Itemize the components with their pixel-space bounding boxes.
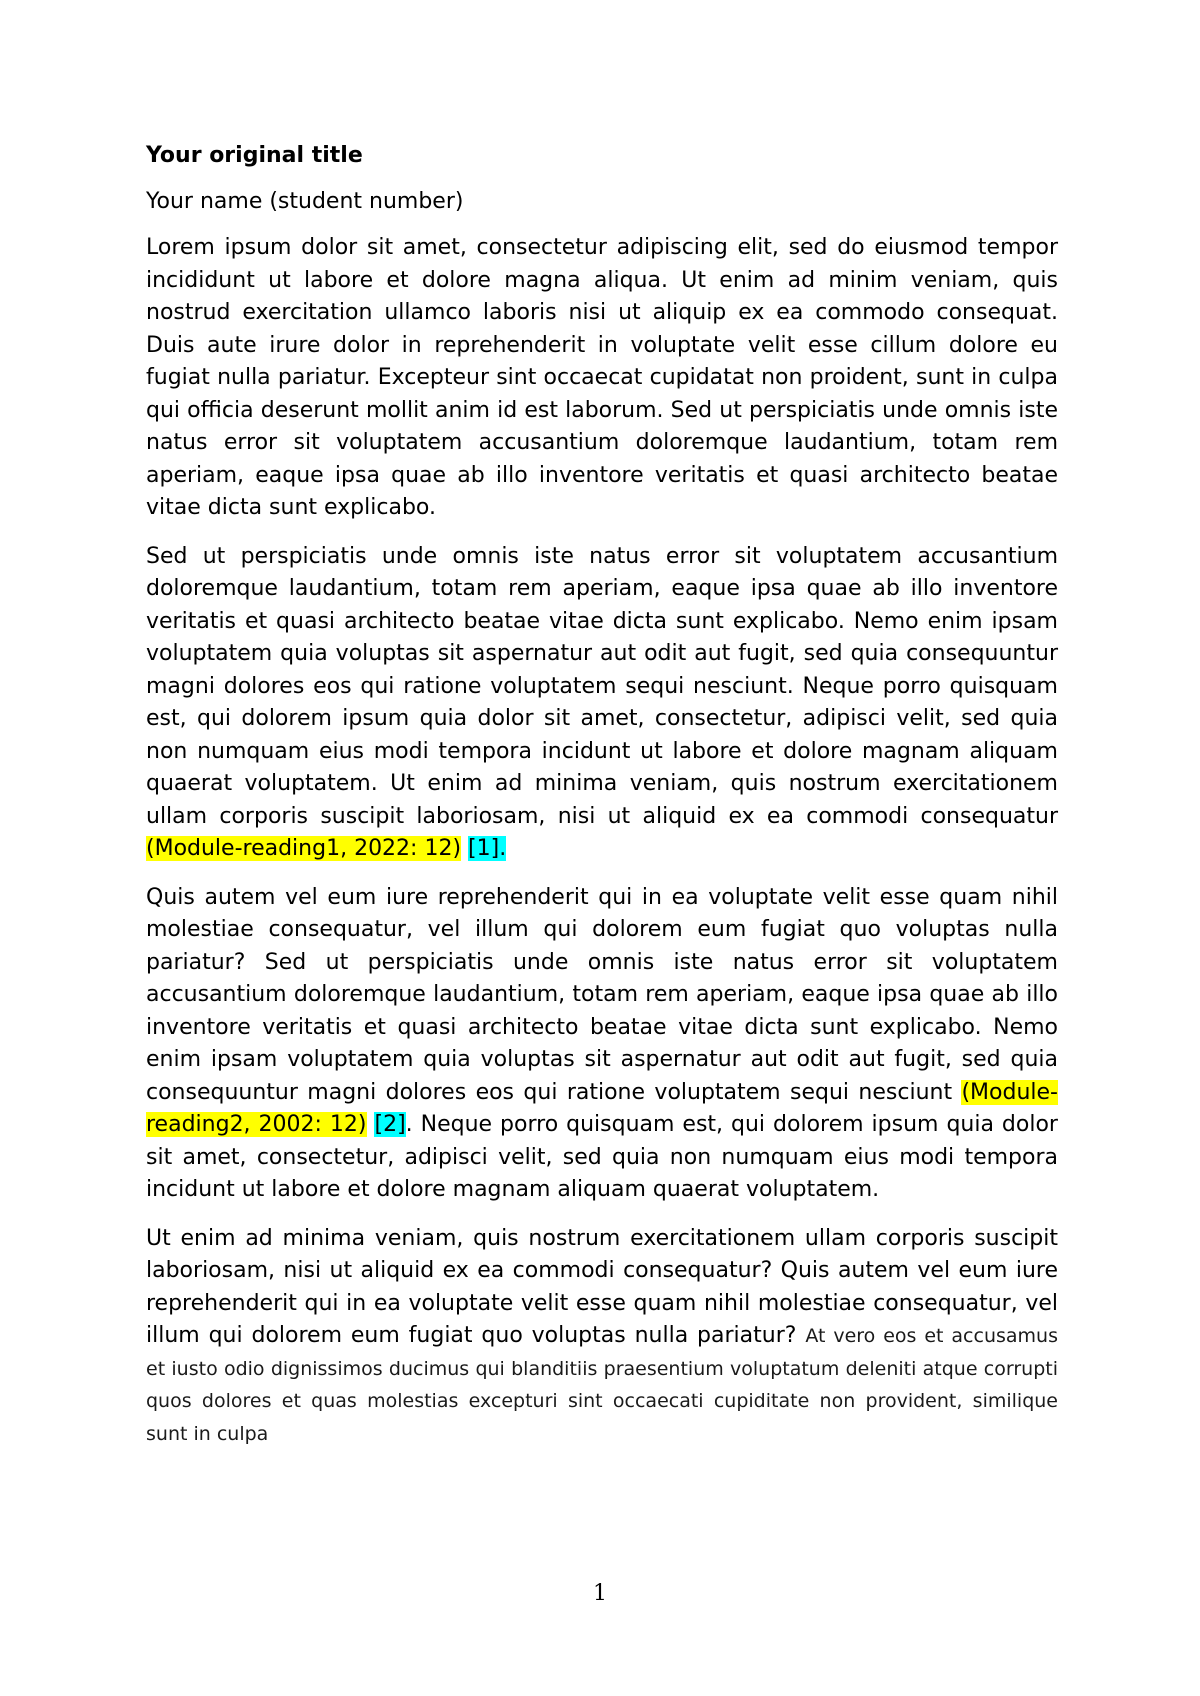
paragraph-4-text: Ut enim ad minima veniam, quis nostrum exercitationem ullam corporis suscipit laboriosam, nisi ut aliquid ex ea commodi consequatur? Quis autem vel eum iure reprehenderit qui in ea voluptate velit esse quam nihil molestiae consequatur, vel illum qui dolorem eum fugiat quo voluptas nulla pariatur? <box>146 1225 1058 1348</box>
document-title: Your original title <box>146 143 363 168</box>
reference-1: [1]. <box>468 836 507 861</box>
reference-2: [2] <box>374 1112 406 1137</box>
paragraph-4 <box>146 1223 1058 1451</box>
document-page <box>146 140 1058 1466</box>
paragraph-2 <box>146 541 1058 866</box>
author-line: Your name (student number) <box>146 189 464 214</box>
paragraph-3-rest: . Neque porro quisquam est, qui dolorem ipsum quia dolor sit amet, consectetur, adipisci velit, sed quia non numquam eius modi tempora incidunt ut labore et dolore magnam aliquam quaerat voluptatem. <box>146 1112 1058 1202</box>
citation-2: (Module-reading2, 2002: 12) <box>146 1079 1058 1137</box>
citation-1: (Module-reading1, 2022: 12) <box>146 836 462 861</box>
paragraph-1: Lorem ipsum dolor sit amet, consectetur adipiscing elit, sed do eiusmod tempor incididunt ut labore et dolore magna aliqua. Ut enim ad minim veniam, quis nostrud exercitation ullamco laboris nisi ut aliquip ex ea commodo consequat. Duis aute irure dolor in reprehenderit in voluptate velit esse cillum dolore eu fugiat nulla pariatur. Excepteur sint occaecat cupidatat non proident, sunt in culpa qui officia deserunt mollit anim id est laborum. Sed ut perspiciatis unde omnis iste natus error sit voluptatem accusantium doloremque laudantium, totam rem aperiam, eaque ipsa quae ab illo inventore veritatis et quasi architecto beatae vitae dicta sunt explicabo. <box>146 235 1058 520</box>
page-number: 1 <box>593 1581 607 1606</box>
paragraph-3-text: Quis autem vel eum iure reprehenderit qui in ea voluptate velit esse quam nihil molestiae consequatur, vel illum qui dolorem eum fugiat quo voluptas nulla pariatur? Sed ut perspiciatis unde omnis iste natus error sit voluptatem accusantium doloremque laudantium, totam rem aperiam, eaque ipsa quae ab illo inventore veritatis et quasi architecto beatae vitae dicta sunt explicabo. Nemo enim ipsam voluptatem quia voluptas sit aspernatur aut odit aut fugit, sed quia consequuntur magni dolores eos qui ratione voluptatem sequi nesciunt <box>146 884 1058 1105</box>
paragraph-3 <box>146 882 1058 1207</box>
paragraph-2-text: Sed ut perspiciatis unde omnis iste natus error sit voluptatem accusantium doloremque laudantium, totam rem aperiam, eaque ipsa quae ab illo inventore veritatis et quasi architecto beatae vitae dicta sunt explicabo. Nemo enim ipsam voluptatem quia voluptas sit aspernatur aut odit aut fugit, sed quia consequuntur magni dolores eos qui ratione voluptatem sequi nesciunt. Neque porro quisquam est, qui dolorem ipsum quia dolor sit amet, consectetur, adipisci velit, sed quia non numquam eius modi tempora incidunt ut labore et dolore magnam aliquam quaerat voluptatem. Ut enim ad minima veniam, quis nostrum exercitationem ullam corporis suscipit laboriosam, nisi ut aliquid ex ea commodi consequatur <box>146 543 1058 829</box>
paragraph-4-small-text: At vero eos et accusamus et iusto odio dignissimos ducimus qui blanditiis praesentium voluptatum deleniti atque corrupti quos dolores et quas molestias excepturi sint occaecati cupiditate non provident, similique sunt in culpa <box>146 1325 1058 1445</box>
